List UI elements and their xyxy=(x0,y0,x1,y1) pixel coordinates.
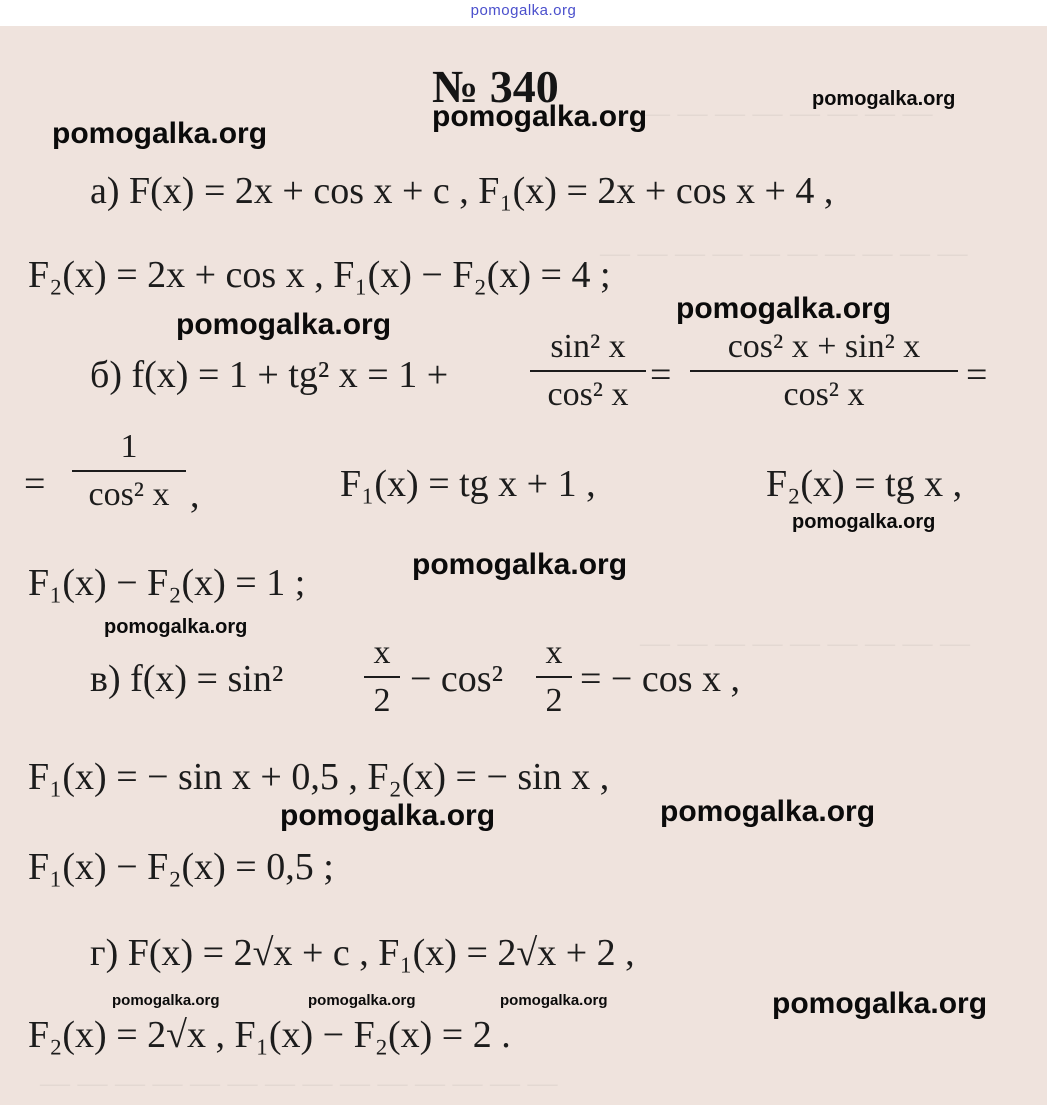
fraction-numerator: cos² x + sin² x xyxy=(727,328,921,365)
watermark-link[interactable]: pomogalka.org xyxy=(500,992,608,1009)
equals-sign: = xyxy=(650,354,672,396)
watermark-link[interactable]: pomogalka.org xyxy=(176,308,392,341)
bleed-through-text xyxy=(600,236,968,270)
fraction-denominator: cos² x xyxy=(547,376,629,413)
part-a-line-1: а) F(x) = 2x + cos x + c , F₁(x) = 2x + cos x + 4 , xyxy=(90,170,834,212)
part-b-F2: F₂(x) = tg x , xyxy=(766,463,963,505)
watermark-link[interactable]: pomogalka.org xyxy=(772,987,988,1020)
comma: , xyxy=(190,474,200,516)
problem-number: № 340 xyxy=(432,61,559,112)
watermark-link[interactable]: pomogalka.org xyxy=(308,992,416,1009)
equals-sign: = xyxy=(966,354,988,396)
fraction-bar xyxy=(364,676,400,678)
part-b-F1: F₁(x) = tg x + 1 , xyxy=(340,463,596,505)
watermark-link[interactable]: pomogalka.org xyxy=(52,117,268,150)
part-c-line-2: F₁(x) = − sin x + 0,5 , F₂(x) = − sin x , xyxy=(28,756,610,798)
part-d-line-1: г) F(x) = 2√x + c , F₁(x) = 2√x + 2 , xyxy=(90,932,635,974)
equals-sign: = xyxy=(24,463,46,505)
fraction-denominator: cos² x xyxy=(783,376,865,413)
watermark-link[interactable]: pomogalka.org xyxy=(280,799,496,832)
bleed-through-text xyxy=(640,626,970,660)
watermark-link[interactable]: pomogalka.org xyxy=(792,511,936,533)
part-d-line-2: F₂(x) = 2√x , F₁(x) − F₂(x) = 2 . xyxy=(28,1014,511,1056)
fraction-identity xyxy=(690,330,958,412)
fraction-bar xyxy=(536,676,572,678)
fraction-sin2-over-cos2 xyxy=(530,330,646,412)
top-strip xyxy=(0,0,1047,26)
fraction-bar xyxy=(72,470,186,472)
watermark-link[interactable]: pomogalka.org xyxy=(412,548,628,581)
watermark-link[interactable]: pomogalka.org xyxy=(104,616,248,638)
part-c-line-1: в) f(x) = sin² xyxy=(90,658,284,700)
fraction-numerator: 1 xyxy=(120,428,138,465)
bleed-through-text xyxy=(40,1066,558,1100)
fraction-x-over-2 xyxy=(536,636,572,718)
fraction-bar xyxy=(690,370,958,372)
fraction-numerator: x xyxy=(373,634,391,671)
fraction-x-over-2 xyxy=(364,636,400,718)
watermark-link[interactable]: pomogalka.org xyxy=(112,992,220,1009)
fraction-numerator: sin² x xyxy=(550,328,626,365)
fraction-bar xyxy=(530,370,646,372)
part-b-line-3: F₁(x) − F₂(x) = 1 ; xyxy=(28,562,306,604)
fraction-numerator: x xyxy=(545,634,563,671)
part-c-minus-cos2: − cos² xyxy=(410,658,503,700)
watermark-link[interactable]: pomogalka.org xyxy=(812,88,956,110)
part-a-line-2: F₂(x) = 2x + cos x , F₁(x) − F₂(x) = 4 ; xyxy=(28,254,611,296)
fraction-one-over-cos2 xyxy=(72,430,186,512)
part-c-line-3: F₁(x) − F₂(x) = 0,5 ; xyxy=(28,846,334,888)
fraction-denominator: cos² x xyxy=(88,476,170,513)
watermark-link[interactable]: pomogalka.org xyxy=(676,292,892,325)
fraction-denominator: 2 xyxy=(545,682,563,719)
fraction-denominator: 2 xyxy=(373,682,391,719)
part-c-result: = − cos x , xyxy=(580,658,741,700)
watermark-link[interactable]: pomogalka.org xyxy=(660,795,876,828)
top-watermark-link[interactable]: pomogalka.org xyxy=(470,2,577,19)
watermark-link[interactable]: pomogalka.org xyxy=(432,100,648,133)
part-b-line-1: б) f(x) = 1 + tg² x = 1 + xyxy=(90,354,449,396)
